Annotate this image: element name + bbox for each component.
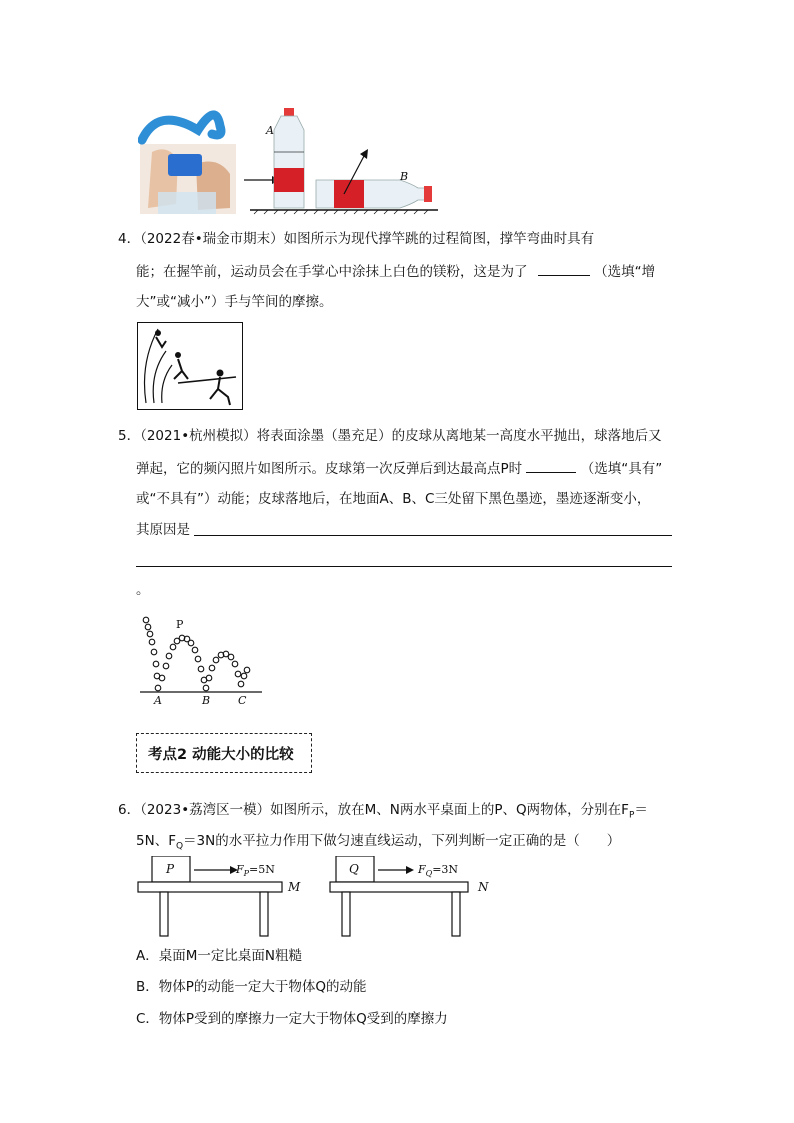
q4-line2-text: 能；在握竿前，运动员会在手掌心中涂抹上白色的镁粉，这是为了	[136, 264, 528, 280]
bottle-a-label: A	[266, 124, 274, 137]
q4-answer-blank[interactable]	[538, 261, 590, 276]
q5-line1: 5．（2021•杭州模拟）将表面涂墨（墨充足）的皮球从离地某一高度水平抛出，球落地后又	[118, 428, 662, 444]
q6-option-b[interactable]: B．物体P的动能一定大于物体Q的动能	[136, 979, 367, 995]
force-p-value: =5N	[249, 863, 275, 876]
table-n-label: N	[478, 880, 489, 894]
q6-line1-sub: P	[628, 810, 635, 821]
bounce-figure	[136, 612, 264, 708]
q6-line1	[118, 800, 648, 826]
top-figure	[138, 104, 438, 216]
force-p-symbol: F	[236, 863, 244, 876]
bottle-b	[316, 180, 432, 208]
q5-line4: 其原因是	[136, 522, 190, 538]
q5-answer-line-2[interactable]	[136, 566, 672, 567]
force-q-sub: Q	[425, 869, 433, 879]
q6-line2-text: 5N、F	[136, 833, 176, 849]
q5-line2	[136, 458, 662, 479]
kaodian-label: 考点2 动能大小的比较	[148, 747, 294, 763]
q5-line3: 或“不具有”）动能；皮球落地后，在地面A、B、C三处留下黑色墨迹，墨迹逐渐变小，	[136, 491, 651, 507]
q5-line2-choice: （选填“具有”	[580, 461, 663, 477]
bottle-hook-illustration	[138, 104, 438, 216]
pole-vault-illustration	[138, 323, 242, 409]
q6-line1-text: 6．（2023•荔湾区一模）如图所示，放在M、N两水平桌面上的P、Q两物体，分别在F	[118, 802, 629, 818]
force-q-label	[418, 863, 458, 878]
blue-hook	[142, 115, 221, 140]
q4-line1: 4．（2022春•瑞金市期末）如图所示为现代撑竿跳的过程简图，撑竿弯曲时具有	[118, 231, 595, 247]
q6-line2	[136, 831, 620, 857]
point-a-label: A	[154, 694, 162, 707]
bottle-b-label: B	[400, 170, 409, 183]
point-p-label: P	[176, 618, 184, 631]
q6-line2-rest: ＝3N的水平拉力作用下做匀速直线运动，下列判断一定正确的是（ ）	[183, 833, 621, 849]
q6-line1-end: ＝	[634, 802, 648, 818]
force-q-symbol: F	[418, 863, 426, 876]
q5-answer-blank-1[interactable]	[526, 458, 576, 473]
kaodian-box	[136, 733, 312, 773]
q6-option-a[interactable]: A．桌面M一定比桌面N粗糙	[136, 948, 302, 964]
q4-line2	[136, 261, 655, 282]
point-c-label: C	[238, 694, 247, 707]
q6-line2-sub: Q	[175, 841, 184, 852]
pole-vault-figure	[137, 322, 243, 410]
force-p-label	[236, 863, 275, 878]
q4-line2-choice: （选填“增	[594, 264, 656, 280]
q5-end-mark: 。	[136, 582, 150, 598]
q5-line2-text: 弹起，它的频闪照片如图所示。皮球第一次反弹后到达最高点P时	[136, 461, 523, 477]
block-p-label: P	[166, 862, 175, 876]
ball-trail	[143, 617, 250, 691]
force-q-value: =3N	[432, 863, 459, 876]
block-q-label: Q	[349, 862, 359, 876]
table-m-label: M	[288, 880, 301, 894]
bottle-cap	[168, 154, 202, 176]
q6-option-c[interactable]: C．物体P受到的摩擦力一定大于物体Q受到的摩擦力	[136, 1011, 448, 1027]
force-p-sub: P	[243, 869, 250, 879]
q5-answer-line-1[interactable]	[194, 535, 672, 536]
bottle-body-bottom	[158, 192, 216, 214]
bottle-a	[274, 108, 304, 208]
point-b-label: B	[202, 694, 211, 707]
q4-line3: 大”或“减小”）手与竿间的摩擦。	[136, 294, 333, 310]
tables-figure	[136, 856, 496, 938]
